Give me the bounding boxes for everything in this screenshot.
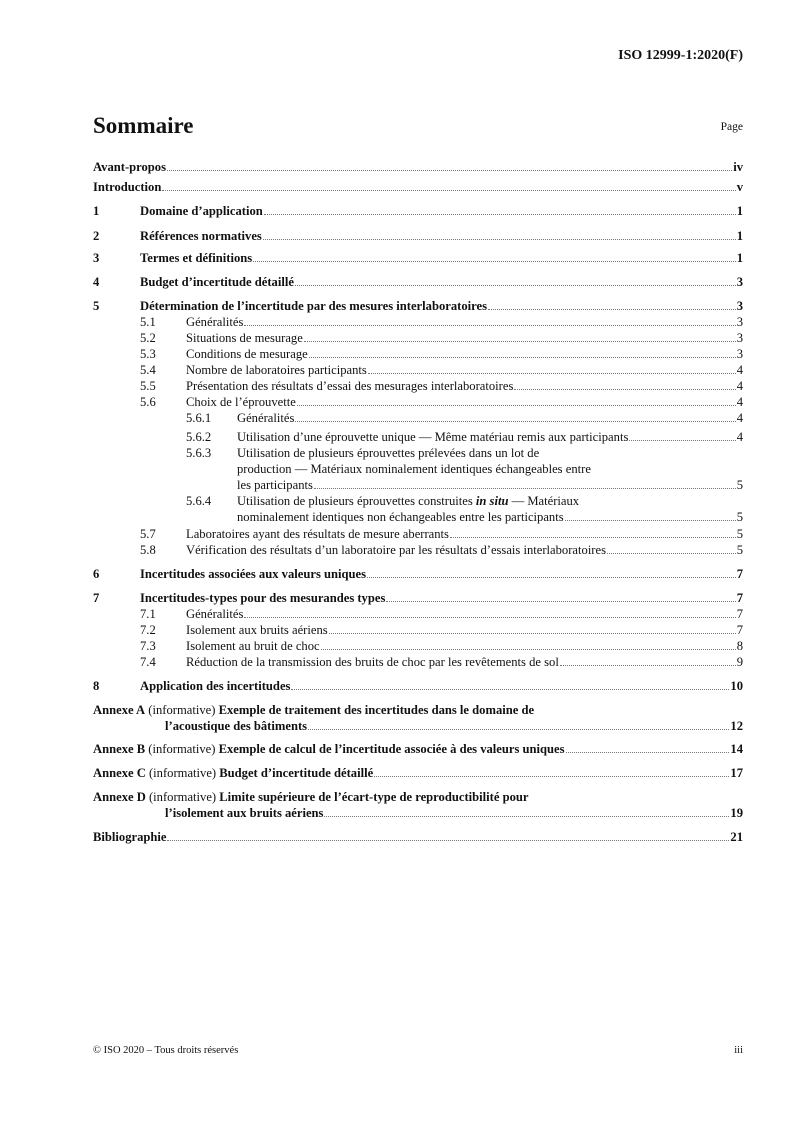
dot-leader bbox=[488, 309, 736, 310]
page-ref[interactable]: 3 bbox=[736, 331, 743, 345]
title-segment: Annexe C bbox=[93, 766, 146, 780]
title-segment: Généralités bbox=[186, 607, 244, 621]
section-number: 7.1 bbox=[140, 607, 156, 621]
section-number: 4 bbox=[93, 275, 100, 289]
toc-entry[interactable] bbox=[93, 829, 743, 845]
toc-entry[interactable] bbox=[93, 678, 743, 694]
toc-entry[interactable] bbox=[93, 179, 743, 195]
title-segment: Références normatives bbox=[140, 229, 262, 243]
section-number: 5.5 bbox=[140, 379, 156, 393]
page-ref[interactable]: 7 bbox=[736, 591, 743, 605]
page-ref[interactable]: 5 bbox=[736, 478, 743, 492]
section-number: 5.8 bbox=[140, 543, 156, 557]
toc-entry[interactable] bbox=[93, 250, 743, 266]
toc-entry[interactable] bbox=[93, 765, 743, 781]
title-segment: Budget d’incertitude détaillé bbox=[219, 766, 374, 780]
title-segment: Détermination de l’incertitude par des mesures interlaboratoires bbox=[140, 299, 487, 313]
title-segment: Isolement aux bruits aériens bbox=[186, 623, 328, 637]
title-segment: production — Matériaux nominalement identiques échangeables entre bbox=[237, 462, 591, 476]
page-column-label: Page bbox=[720, 121, 743, 133]
entry-title bbox=[140, 678, 290, 694]
dot-leader bbox=[367, 577, 736, 578]
entry-title bbox=[140, 590, 385, 606]
entry-title bbox=[165, 805, 323, 821]
entry-title bbox=[186, 314, 243, 330]
entry-title bbox=[186, 394, 296, 410]
page-ref[interactable]: 4 bbox=[736, 395, 743, 409]
dot-leader bbox=[629, 440, 735, 441]
page-ref[interactable]: 21 bbox=[730, 830, 743, 844]
page-ref[interactable]: 1 bbox=[736, 204, 743, 218]
toc-entry[interactable] bbox=[93, 410, 743, 426]
dot-leader bbox=[565, 520, 736, 521]
entry-title bbox=[186, 346, 308, 362]
title-segment: nominalement identiques non échangeables entre les participants bbox=[237, 510, 564, 524]
section-number: 7.4 bbox=[140, 655, 156, 669]
dot-leader bbox=[329, 633, 736, 634]
entry-title bbox=[237, 477, 313, 493]
entry-title bbox=[237, 493, 579, 509]
title-segment: Utilisation de plusieurs éprouvettes construites bbox=[237, 494, 476, 508]
entry-title bbox=[93, 765, 373, 781]
entry-title bbox=[140, 203, 263, 219]
entry-title bbox=[93, 702, 534, 718]
page-ref[interactable]: 5 bbox=[736, 543, 743, 557]
dot-leader bbox=[291, 689, 729, 690]
section-number: 8 bbox=[93, 679, 100, 693]
page-ref[interactable]: iv bbox=[733, 160, 743, 174]
dot-leader bbox=[263, 239, 736, 240]
dot-leader bbox=[253, 261, 736, 262]
title-segment: Généralités bbox=[186, 315, 244, 329]
toc-entry[interactable] bbox=[93, 638, 743, 654]
title-segment: (informative) bbox=[145, 703, 219, 717]
title-segment: les participants bbox=[237, 478, 313, 492]
dot-leader bbox=[386, 601, 735, 602]
entry-title bbox=[186, 606, 243, 622]
page-title: Sommaire bbox=[93, 113, 194, 138]
page-ref[interactable]: 3 bbox=[736, 315, 743, 329]
dot-leader bbox=[295, 421, 735, 422]
page-ref[interactable]: 5 bbox=[736, 527, 743, 541]
page-ref[interactable]: 3 bbox=[736, 299, 743, 313]
section-number: 5.6.2 bbox=[186, 430, 212, 444]
page-ref[interactable]: 4 bbox=[736, 430, 743, 444]
dot-leader bbox=[264, 214, 736, 215]
toc-entry[interactable] bbox=[93, 346, 743, 362]
dot-leader bbox=[324, 816, 729, 817]
toc-entry[interactable] bbox=[93, 493, 743, 525]
page-ref[interactable]: 10 bbox=[730, 679, 743, 693]
section-number: 5.6 bbox=[140, 395, 156, 409]
dot-leader bbox=[295, 285, 736, 286]
title-segment: l’isolement aux bruits aériens bbox=[165, 806, 324, 820]
toc-entry[interactable] bbox=[93, 314, 743, 330]
toc-entry[interactable] bbox=[93, 362, 743, 378]
page-ref[interactable]: 4 bbox=[736, 379, 743, 393]
entry-title bbox=[93, 159, 166, 175]
dot-leader bbox=[167, 170, 732, 171]
toc-entry[interactable] bbox=[93, 159, 743, 175]
section-number: 7.3 bbox=[140, 639, 156, 653]
title-segment: Bibliographie bbox=[93, 830, 167, 844]
section-number: 3 bbox=[93, 251, 100, 265]
title-segment: Réduction de la transmission des bruits de choc par les revêtements de sol bbox=[186, 655, 559, 669]
page-ref[interactable]: 7 bbox=[736, 567, 743, 581]
toc-entry[interactable] bbox=[93, 445, 743, 493]
section-number: 5.4 bbox=[140, 363, 156, 377]
title-segment: Annexe A bbox=[93, 703, 146, 717]
toc-entry[interactable] bbox=[93, 378, 743, 394]
entry-title bbox=[140, 274, 294, 290]
title-segment: Situations de mesurage bbox=[186, 331, 303, 345]
title-segment: Avant-propos bbox=[93, 160, 167, 174]
section-number: 7 bbox=[93, 591, 100, 605]
dot-leader bbox=[560, 665, 736, 666]
title-segment: Incertitudes-types pour des mesurandes types bbox=[140, 591, 386, 605]
page-ref[interactable]: 5 bbox=[736, 510, 743, 524]
footer bbox=[93, 1045, 743, 1056]
title-segment: Application des incertitudes bbox=[140, 679, 291, 693]
section-number: 5 bbox=[93, 299, 100, 313]
entry-title bbox=[237, 461, 591, 477]
dot-leader bbox=[514, 389, 735, 390]
entry-title bbox=[140, 250, 252, 266]
page-ref[interactable]: 8 bbox=[736, 639, 743, 653]
toc-entry[interactable] bbox=[93, 789, 743, 821]
page-number: iii bbox=[734, 1045, 743, 1056]
toc-entry[interactable] bbox=[93, 228, 743, 244]
title-segment: Exemple de traitement des incertitudes dans le domaine de bbox=[218, 703, 535, 717]
entry-title bbox=[186, 526, 449, 542]
page-ref[interactable]: 4 bbox=[736, 411, 743, 425]
title-segment: Exemple de calcul de l’incertitude associée à des valeurs uniques bbox=[218, 742, 565, 756]
entry-title bbox=[186, 622, 328, 638]
section-number: 2 bbox=[93, 229, 100, 243]
page-ref[interactable]: 17 bbox=[730, 766, 743, 780]
title-segment: Limite supérieure de l’écart-type de reproductibilité pour bbox=[219, 790, 529, 804]
entry-title bbox=[93, 179, 161, 195]
dot-leader bbox=[607, 553, 736, 554]
title-segment: Nombre de laboratoires participants bbox=[186, 363, 367, 377]
title-segment: Vérification des résultats d’un laboratoire par les résultats d’essais interlaboratoires bbox=[186, 543, 606, 557]
toc-entry[interactable] bbox=[93, 298, 743, 314]
entry-title bbox=[140, 228, 262, 244]
section-number: 5.6.4 bbox=[186, 494, 212, 508]
section-number: 5.6.1 bbox=[186, 411, 212, 425]
dot-leader bbox=[374, 776, 729, 777]
entry-title bbox=[140, 298, 487, 314]
entry-title bbox=[93, 741, 565, 757]
page-ref[interactable]: 4 bbox=[736, 363, 743, 377]
title-segment: Isolement au bruit de choc bbox=[186, 639, 320, 653]
section-number: 5.1 bbox=[140, 315, 156, 329]
title-segment: Choix de l’éprouvette bbox=[186, 395, 296, 409]
page-ref[interactable]: 7 bbox=[736, 623, 743, 637]
page-ref[interactable]: 1 bbox=[736, 229, 743, 243]
page-ref[interactable]: 7 bbox=[736, 607, 743, 621]
toc-entry[interactable] bbox=[93, 526, 743, 542]
toc-entry[interactable] bbox=[93, 429, 743, 445]
toc-entry[interactable] bbox=[93, 590, 743, 606]
copyright: © ISO 2020 – Tous droits réservés bbox=[93, 1045, 239, 1056]
toc-entry[interactable] bbox=[93, 394, 743, 410]
entry-title bbox=[165, 718, 307, 734]
entry-title bbox=[140, 566, 366, 582]
toc-entry[interactable] bbox=[93, 606, 743, 622]
section-number: 6 bbox=[93, 567, 100, 581]
dot-leader bbox=[314, 488, 736, 489]
entry-title bbox=[93, 789, 528, 805]
entry-title bbox=[186, 542, 606, 558]
section-number: 5.7 bbox=[140, 527, 156, 541]
title-segment: Budget d’incertitude détaillé bbox=[140, 275, 294, 289]
toc-entry[interactable] bbox=[93, 654, 743, 670]
section-number: 5.2 bbox=[140, 331, 156, 345]
dot-leader bbox=[297, 405, 736, 406]
section-number: 5.3 bbox=[140, 347, 156, 361]
dot-leader bbox=[244, 325, 735, 326]
toc-entry[interactable] bbox=[93, 542, 743, 558]
page-ref[interactable]: 14 bbox=[730, 742, 743, 756]
document-id: ISO 12999-1:2020(F) bbox=[618, 48, 743, 63]
dot-leader bbox=[309, 357, 736, 358]
title-segment: Utilisation de plusieurs éprouvettes prélevées dans un lot de bbox=[237, 446, 540, 460]
page-ref[interactable]: v bbox=[736, 180, 743, 194]
section-number: 1 bbox=[93, 204, 100, 218]
toc-entry[interactable] bbox=[93, 566, 743, 582]
toc-entry[interactable] bbox=[93, 622, 743, 638]
toc-entry[interactable] bbox=[93, 274, 743, 290]
title-segment: Introduction bbox=[93, 180, 162, 194]
dot-leader bbox=[308, 729, 729, 730]
dot-leader bbox=[304, 341, 736, 342]
dot-leader bbox=[450, 537, 736, 538]
table-of-contents bbox=[93, 159, 743, 845]
entry-title bbox=[93, 829, 166, 845]
title-segment: in situ bbox=[475, 494, 509, 508]
section-number: 5.6.3 bbox=[186, 446, 212, 460]
dot-leader bbox=[162, 190, 735, 191]
title-segment: Utilisation d’une éprouvette unique — Même matériau remis aux participants bbox=[237, 430, 629, 444]
title-segment: Annexe D bbox=[93, 790, 146, 804]
entry-title bbox=[186, 654, 559, 670]
title-segment: (informative) bbox=[145, 766, 220, 780]
entry-title bbox=[237, 429, 628, 445]
title-segment: (informative) bbox=[145, 742, 219, 756]
page-ref[interactable]: 1 bbox=[736, 251, 743, 265]
entry-title bbox=[237, 410, 294, 426]
dot-leader bbox=[167, 840, 729, 841]
dot-leader bbox=[321, 649, 736, 650]
dot-leader bbox=[368, 373, 736, 374]
entry-title bbox=[186, 378, 513, 394]
dot-leader bbox=[244, 617, 735, 618]
title-segment: Présentation des résultats d’essai des mesurages interlaboratoires bbox=[186, 379, 514, 393]
title-segment: Généralités bbox=[237, 411, 295, 425]
toc-entry[interactable] bbox=[93, 203, 743, 219]
title-segment: (informative) bbox=[145, 790, 220, 804]
toc-entry[interactable] bbox=[93, 741, 743, 757]
section-number: 7.2 bbox=[140, 623, 156, 637]
page-ref[interactable]: 3 bbox=[736, 275, 743, 289]
page-ref[interactable]: 3 bbox=[736, 347, 743, 361]
title-segment: — Matériaux bbox=[508, 494, 580, 508]
toc-entry[interactable] bbox=[93, 330, 743, 346]
title-segment: Incertitudes associées aux valeurs uniques bbox=[140, 567, 366, 581]
title-segment: Termes et définitions bbox=[140, 251, 253, 265]
dot-leader bbox=[566, 752, 730, 753]
entry-title bbox=[237, 509, 564, 525]
page-ref[interactable]: 9 bbox=[736, 655, 743, 669]
entry-title bbox=[186, 330, 303, 346]
title-segment: Annexe B bbox=[93, 742, 146, 756]
title-segment: Laboratoires ayant des résultats de mesure aberrants bbox=[186, 527, 449, 541]
toc-entry[interactable] bbox=[93, 702, 743, 734]
entry-title bbox=[186, 362, 367, 378]
title-segment: Domaine d’application bbox=[140, 204, 263, 218]
page-ref[interactable]: 19 bbox=[730, 806, 743, 820]
title-segment: Conditions de mesurage bbox=[186, 347, 308, 361]
title-segment: l’acoustique des bâtiments bbox=[165, 719, 308, 733]
entry-title bbox=[237, 445, 539, 461]
page-ref[interactable]: 12 bbox=[730, 719, 743, 733]
entry-title bbox=[186, 638, 320, 654]
